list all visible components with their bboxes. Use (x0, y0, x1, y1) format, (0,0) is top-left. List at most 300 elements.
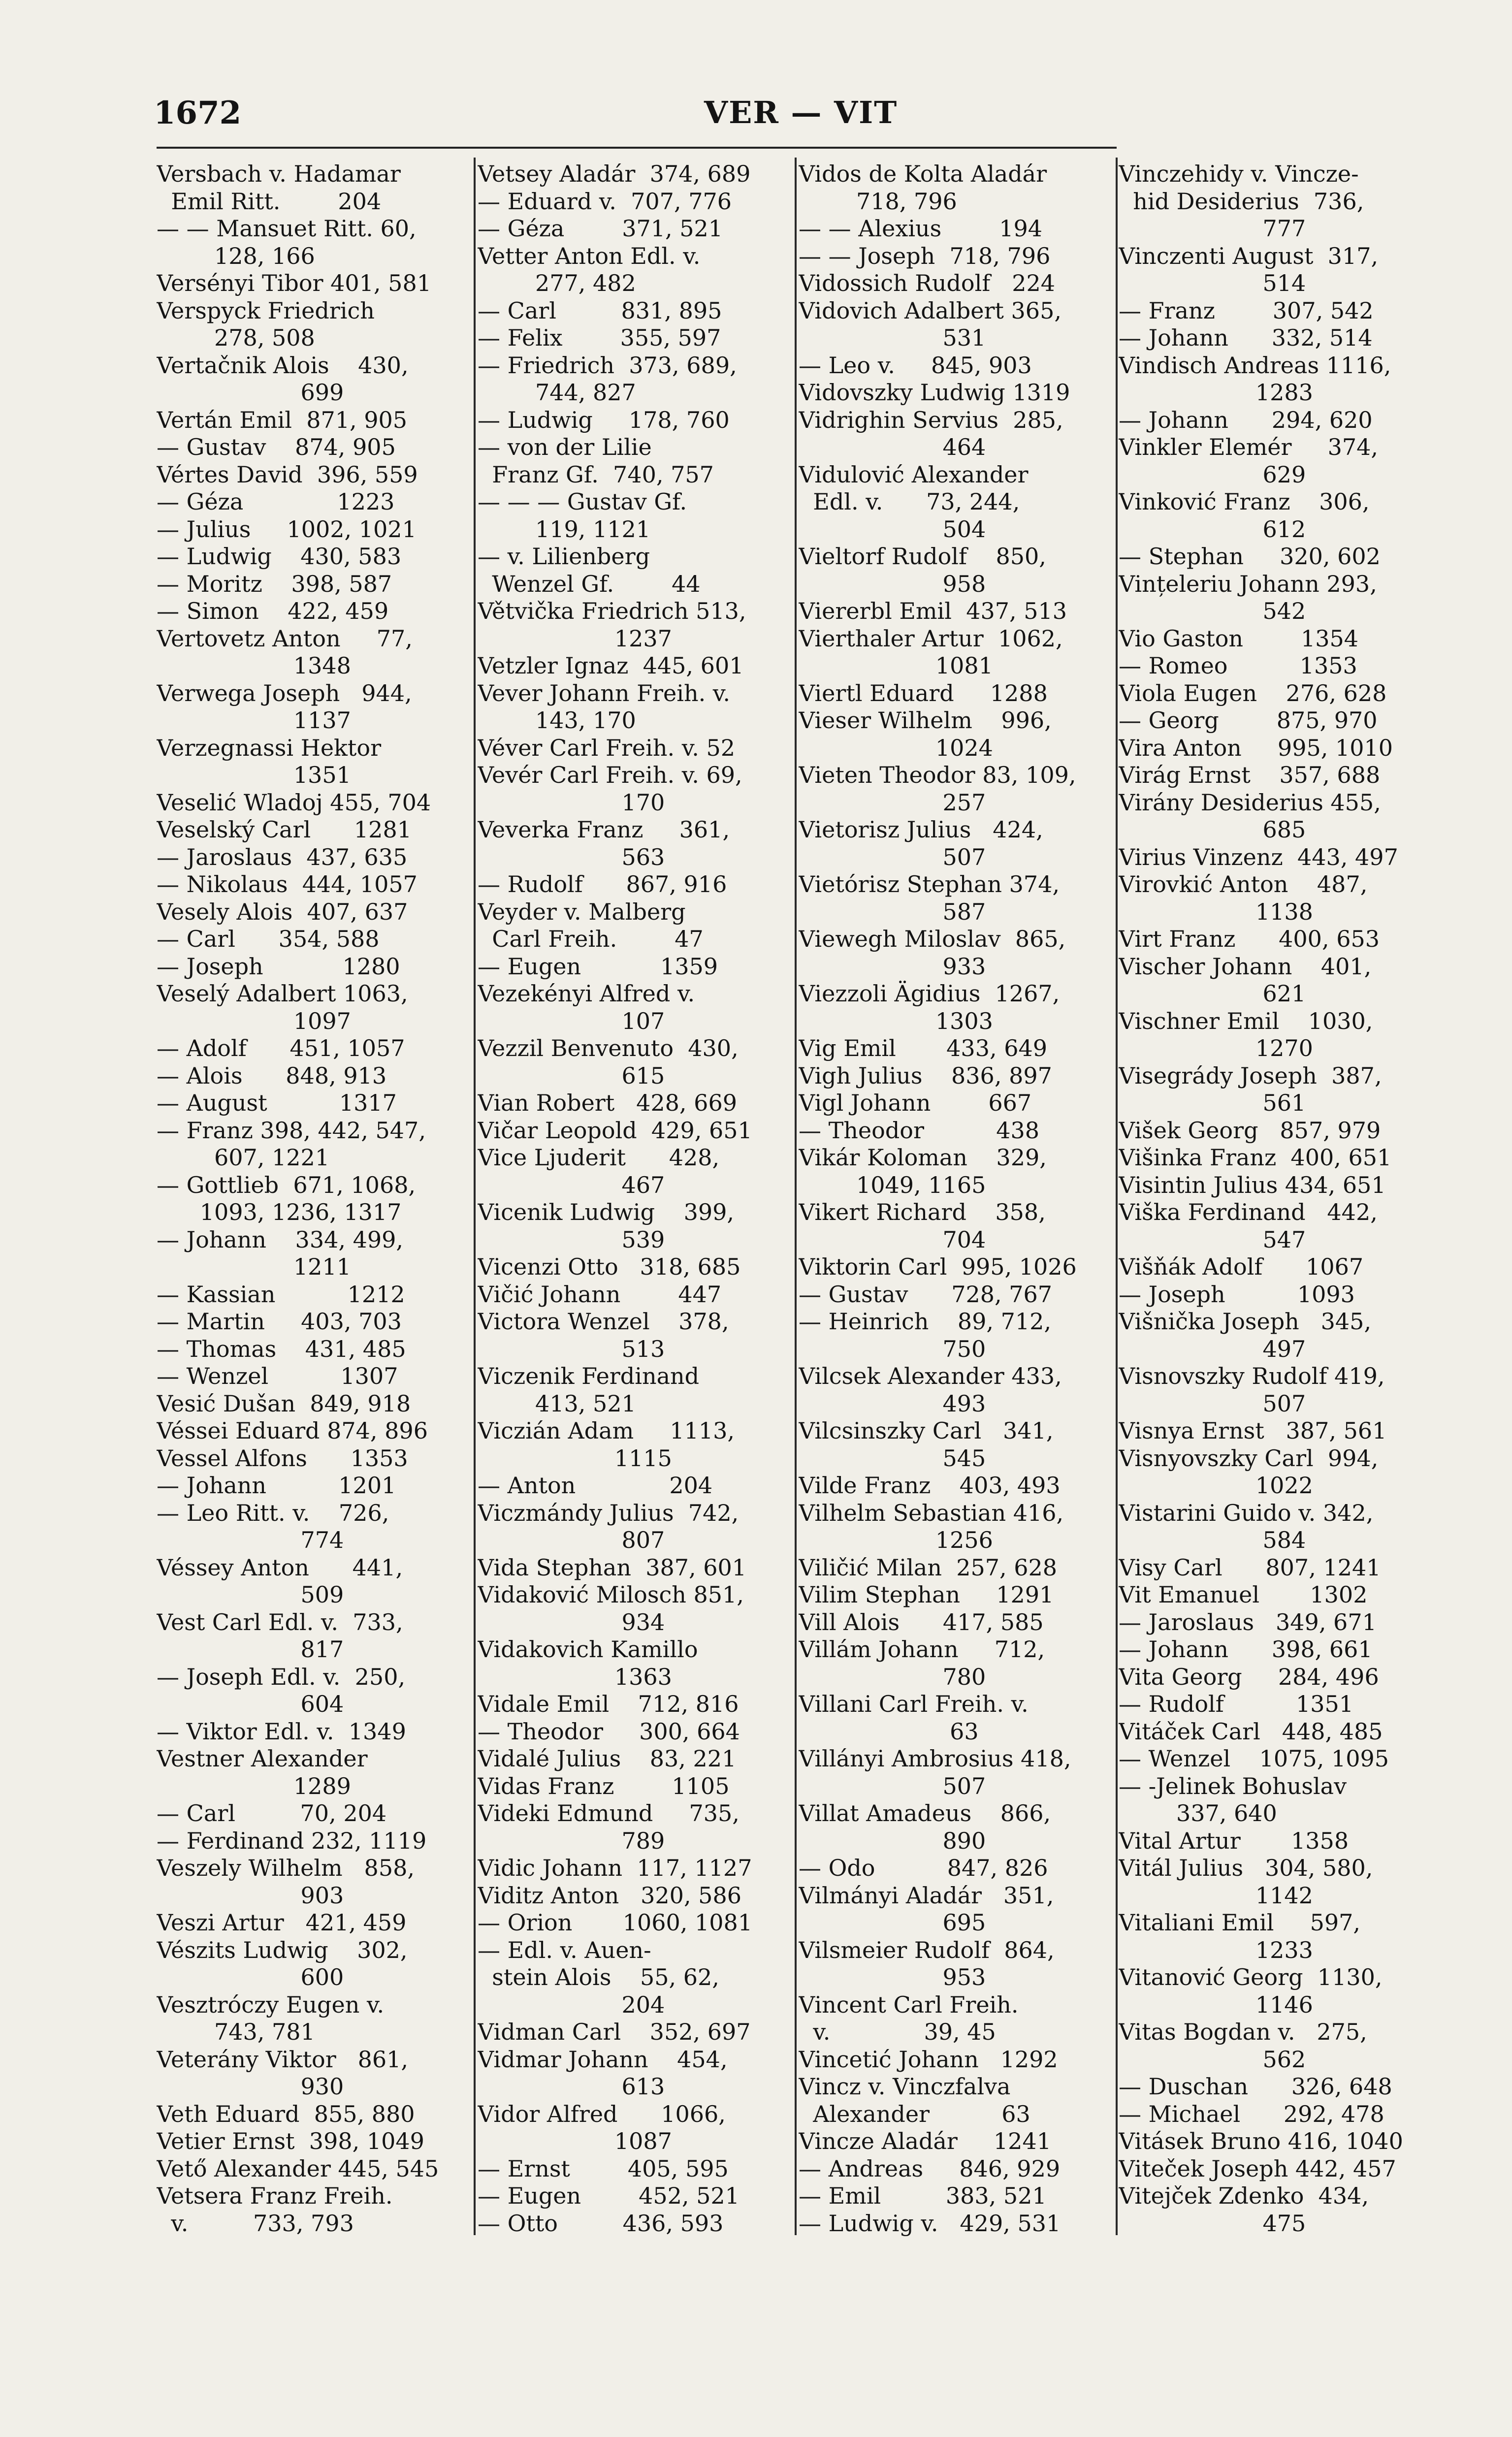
index-entry-line: — von der Lilie (478, 434, 652, 460)
index-entry-line: Véssey Anton 441, (157, 1554, 403, 1581)
index-entry-line: Vincetić Johann 1292 (799, 2046, 1058, 2073)
index-entry-line: 1093, 1236, 1317 (157, 1199, 402, 1225)
index-entry-line: 531 (799, 324, 986, 351)
index-entry-line: Vikert Richard 358, (799, 1199, 1046, 1225)
index-entry-line: stein Alois 55, 62, (478, 1964, 719, 1990)
index-entry-line: Vietorisz Julius 424, (799, 816, 1043, 843)
index-entry-line: 562 (1119, 2046, 1306, 2073)
index-entry-line: 600 (157, 1964, 344, 1990)
index-entry-line: 493 (799, 1390, 986, 1417)
index-entry-line: 507 (1119, 1390, 1306, 1417)
index-entry-line: Verwega Joseph 944, (157, 679, 412, 706)
index-entry-line: Vesztróczy Eugen v. (157, 1991, 385, 2018)
index-entry-line: — Odo 847, 826 (799, 1855, 1048, 1881)
index-entry-line: — Ludwig 430, 583 (157, 543, 402, 570)
page-number: 1672 (154, 95, 242, 131)
index-entry-line: 1137 (157, 707, 351, 734)
index-entry-line: — Theodor 300, 664 (478, 1718, 740, 1745)
index-entry-line: 504 (799, 515, 986, 543)
index-entry-line: Vieten Theodor 83, 109, (799, 762, 1076, 788)
index-entry-line: Vitanović Georg 1130, (1119, 1964, 1383, 1990)
index-entry-line: — Felix 355, 597 (478, 324, 721, 351)
index-entry-line: 744, 827 (478, 379, 636, 406)
index-entry-line: — Stephan 320, 602 (1119, 543, 1381, 570)
index-entry-line: Vigl Johann 667 (799, 1090, 1032, 1116)
index-entry-line: Vilcsinszky Carl 341, (799, 1417, 1054, 1444)
index-entry-line: 807 (478, 1527, 665, 1553)
index-entry-line: Vindisch Andreas 1116, (1119, 352, 1391, 379)
index-entry-line: 513 (478, 1335, 665, 1362)
index-entry-line: Vidic Johann 117, 1127 (478, 1855, 752, 1881)
index-entry-line: Vilde Franz 403, 493 (799, 1472, 1061, 1499)
column-1 (157, 160, 472, 2238)
index-entry-line: Vidor Alfred 1066, (478, 2100, 726, 2127)
index-entry-line: — — — Gustav Gf. (478, 488, 687, 515)
index-entry-line: — Wenzel 1075, 1095 (1119, 1745, 1389, 1772)
index-entry-line: — Johann 398, 661 (1119, 1636, 1373, 1663)
index-entry-line: — Michael 292, 478 (1119, 2100, 1384, 2127)
index-entry-line: 278, 508 (157, 324, 315, 351)
index-entry-line: Vilcsek Alexander 433, (799, 1363, 1062, 1389)
index-entry-line: Visnya Ernst 387, 561 (1119, 1417, 1387, 1444)
index-entry-line: Veszely Wilhelm 858, (157, 1855, 415, 1881)
index-entry-line: 1289 (157, 1772, 351, 1799)
index-entry-line: — Géza 1223 (157, 488, 395, 515)
index-entry-line: 1024 (799, 734, 993, 761)
index-entry-line: Vischner Emil 1030, (1119, 1007, 1373, 1034)
index-entry-line: 119, 1121 (478, 515, 651, 543)
index-entry-line: Vever Johann Freih. v. (478, 679, 730, 706)
index-entry-line: 789 (478, 1827, 665, 1854)
index-entry-line: — Johann 332, 514 (1119, 324, 1373, 351)
index-entry-line: 1270 (1119, 1035, 1313, 1061)
index-entry-line: 1087 (478, 2128, 672, 2154)
index-entry-line: 545 (799, 1444, 986, 1472)
index-entry-line: Vidman Carl 352, 697 (478, 2019, 751, 2045)
index-entry-line: Vertovetz Anton 77, (157, 625, 413, 652)
index-entry-line: Veyder v. Malberg (478, 898, 686, 925)
index-entry-line: 170 (478, 789, 665, 816)
index-entry-line: — Orion 1060, 1081 (478, 1909, 753, 1936)
index-entry-line: Veszi Artur 421, 459 (157, 1909, 407, 1936)
index-entry-line: Versbach v. Hadamar (157, 160, 401, 187)
index-entry-line: 958 (799, 570, 986, 597)
index-entry-line: 514 (1119, 270, 1306, 296)
index-entry-line: Virt Franz 400, 653 (1119, 926, 1380, 952)
index-entry-line: Vira Anton 995, 1010 (1119, 734, 1393, 761)
index-entry-line: Viczián Adam 1113, (478, 1417, 735, 1444)
index-entry-line: Vestner Alexander (157, 1745, 368, 1772)
index-entry-line: Višňák Adolf 1067 (1119, 1253, 1364, 1280)
index-entry-line: Veselić Wladoj 455, 704 (157, 789, 431, 816)
index-entry-line: Vilim Stephan 1291 (799, 1581, 1054, 1608)
index-entry-line: Vidakovich Kamillo (478, 1636, 698, 1663)
index-entry-line: Vinczehidy v. Vincze- (1119, 160, 1359, 187)
index-entry-line: 1081 (799, 652, 993, 679)
index-entry-line: 903 (157, 1882, 344, 1909)
index-entry-line: Vidas Franz 1105 (478, 1772, 730, 1799)
index-entry-line: — — Mansuet Ritt. 60, (157, 215, 417, 242)
index-entry-line: — Jaroslaus 437, 635 (157, 843, 408, 870)
index-entry-line: Villat Amadeus 866, (799, 1800, 1051, 1827)
index-entry-line: Vincze Aladár 1241 (799, 2128, 1051, 2154)
index-entry-line: 704 (799, 1226, 986, 1253)
index-entry-line: Vitaliani Emil 597, (1119, 1909, 1360, 1936)
index-entry-line: 1237 (478, 625, 672, 652)
index-entry-line: Veselý Adalbert 1063, (157, 980, 408, 1007)
index-entry-line: 563 (478, 843, 665, 870)
index-entry-line: — Joseph Edl. v. 250, (157, 1663, 406, 1690)
index-entry-line: Vitáček Carl 448, 485 (1119, 1718, 1383, 1745)
index-entry-line: — Joseph 1093 (1119, 1281, 1355, 1308)
index-entry-line: 475 (1119, 2210, 1306, 2237)
index-entry-line: 1022 (1119, 1472, 1313, 1499)
index-entry-line: Višinka Franz 400, 651 (1119, 1144, 1392, 1171)
index-entry-line: — Franz 307, 542 (1119, 297, 1374, 324)
index-entry-line: — Kassian 1212 (157, 1281, 405, 1308)
index-entry-line: Alexander 63 (799, 2100, 1030, 2127)
index-entry-line: — Ludwig 178, 760 (478, 406, 730, 433)
index-entry-line: Visegrády Joseph 387, (1119, 1062, 1382, 1089)
index-entry-line: Vetsera Franz Freih. (157, 2182, 393, 2209)
column-divider (1116, 158, 1118, 2235)
index-entry-line: Villani Carl Freih. v. (799, 1691, 1029, 1717)
index-entry-line: Vertačnik Alois 430, (157, 352, 409, 379)
index-entry-line: — Géza 371, 521 (478, 215, 723, 242)
index-entry-line: Vințeleriu Johann 293, (1119, 570, 1377, 597)
index-entry-line: Vidulović Alexander (799, 461, 1029, 488)
index-entry-line: 413, 521 (478, 1390, 636, 1417)
index-entry-line: — — Alexius 194 (799, 215, 1043, 242)
index-entry-line: 257 (799, 789, 986, 816)
index-entry-line: Vičar Leopold 429, 651 (478, 1117, 752, 1144)
column-4 (1119, 160, 1434, 2238)
index-entry-line: Vevér Carl Freih. v. 69, (478, 762, 742, 788)
index-entry-line: — Heinrich 89, 712, (799, 1308, 1052, 1335)
index-entry-line: Villányi Ambrosius 418, (799, 1745, 1071, 1772)
index-entry-line: Virág Ernst 357, 688 (1119, 762, 1381, 788)
index-entry-line: 612 (1119, 515, 1306, 543)
index-entry-line: — Gustav 874, 905 (157, 434, 396, 460)
index-entry-line: Villám Johann 712, (799, 1636, 1045, 1663)
index-entry-line: Vidos de Kolta Aladár (799, 160, 1047, 187)
index-entry-line: Vértes David 396, 559 (157, 461, 418, 488)
index-entry-line: — Moritz 398, 587 (157, 570, 392, 597)
index-entry-line: 934 (478, 1608, 665, 1635)
index-entry-line: 1049, 1165 (799, 1171, 986, 1198)
index-entry-line: — — Joseph 718, 796 (799, 242, 1051, 269)
index-entry-line: — Johann 334, 499, (157, 1226, 404, 1253)
index-entry-line: 337, 640 (1119, 1800, 1277, 1827)
index-entry-line: 63 (799, 1718, 979, 1745)
index-entry-line: Visnovszky Rudolf 419, (1119, 1363, 1385, 1389)
index-entry-line: — Rudolf 867, 916 (478, 871, 727, 898)
index-entry-line: Vikár Koloman 329, (799, 1144, 1047, 1171)
index-entry-line: 107 (478, 1007, 665, 1034)
index-entry-line: Versényi Tibor 401, 581 (157, 270, 431, 296)
index-entry-line: — Leo Ritt. v. 726, (157, 1499, 389, 1526)
index-entry-line: — Julius 1002, 1021 (157, 515, 417, 543)
index-entry-line: 507 (799, 1772, 986, 1799)
column-divider (474, 158, 476, 2235)
index-entry-line: 584 (1119, 1527, 1306, 1553)
index-entry-line: Vinczenti August 317, (1119, 242, 1379, 269)
index-entry-line: Virovkić Anton 487, (1119, 871, 1368, 898)
index-entry-line: Viličić Milan 257, 628 (799, 1554, 1058, 1581)
index-entry-line: Vig Emil 433, 649 (799, 1035, 1048, 1061)
index-entry-line: Vertán Emil 871, 905 (157, 406, 408, 433)
index-entry-line: 464 (799, 434, 986, 460)
column-2 (478, 160, 793, 2238)
index-entry-line: Franz Gf. 740, 757 (478, 461, 714, 488)
index-entry-line: — Johann 294, 620 (1119, 406, 1373, 433)
index-entry-line: 695 (799, 1909, 986, 1936)
index-entry-line: Vezekényi Alfred v. (478, 980, 695, 1007)
index-entry-line: 1348 (157, 652, 351, 679)
index-entry-line: Veverka Franz 361, (478, 816, 730, 843)
running-head: VER — VIT (704, 95, 898, 130)
index-entry-line: Vilmányi Aladár 351, (799, 1882, 1054, 1909)
index-entry-line: — Leo v. 845, 903 (799, 352, 1032, 379)
index-entry-line: — Thomas 431, 485 (157, 1335, 406, 1362)
index-entry-line: — Gustav 728, 767 (799, 1281, 1053, 1308)
index-entry-line: Viczmándy Julius 742, (478, 1499, 739, 1526)
index-entry-line: 507 (799, 843, 986, 870)
index-entry-line: — Carl 831, 895 (478, 297, 722, 324)
index-entry-line: Viczenik Ferdinand (478, 1363, 700, 1389)
index-entry-line: Viezzoli Ägidius 1267, (799, 980, 1060, 1007)
index-entry-line: Verzegnassi Hektor (157, 734, 382, 761)
index-entry-line: Vio Gaston 1354 (1119, 625, 1359, 652)
index-entry-line: — Duschan 326, 648 (1119, 2073, 1392, 2100)
index-entry-line: Véssei Eduard 874, 896 (157, 1417, 428, 1444)
index-entry-line: 777 (1119, 215, 1306, 242)
index-entry-line: 1115 (478, 1444, 672, 1472)
index-entry-line: 542 (1119, 598, 1306, 624)
index-entry-line: Viewegh Miloslav 865, (799, 926, 1066, 952)
index-entry-line: 497 (1119, 1335, 1306, 1362)
index-entry-line: — Eugen 1359 (478, 953, 718, 980)
index-entry-line: 930 (157, 2073, 344, 2100)
index-entry-line: Vit Emanuel 1302 (1119, 1581, 1368, 1608)
index-entry-line: 1256 (799, 1527, 993, 1553)
index-entry-line: v. 39, 45 (799, 2019, 996, 2045)
index-entry-line: Viteček Joseph 442, 457 (1119, 2155, 1396, 2182)
index-entry-line: Edl. v. 73, 244, (799, 488, 1020, 515)
index-entry-line: Veselský Carl 1281 (157, 816, 412, 843)
index-entry-line: Viditz Anton 320, 586 (478, 1882, 741, 1909)
index-entry-line: — Eugen 452, 521 (478, 2182, 740, 2209)
index-entry-line: — Johann 1201 (157, 1472, 396, 1499)
index-entry-line: 1363 (478, 1663, 672, 1690)
index-entry-line: Viola Eugen 276, 628 (1119, 679, 1387, 706)
index-entry-line: — Viktor Edl. v. 1349 (157, 1718, 406, 1745)
index-entry-line: Vidossich Rudolf 224 (799, 270, 1056, 296)
index-entry-line: Vian Robert 428, 669 (478, 1090, 737, 1116)
index-entry-line: Vierthaler Artur 1062, (799, 625, 1063, 652)
index-entry-line: 1142 (1119, 1882, 1313, 1909)
index-entry-line: Vicenzi Otto 318, 685 (478, 1253, 741, 1280)
column-3 (799, 160, 1114, 2238)
index-entry-line: — Georg 875, 970 (1119, 707, 1378, 734)
index-entry-line: Vest Carl Edl. v. 733, (157, 1608, 403, 1635)
index-entry-line: 1283 (1119, 379, 1313, 406)
index-entry-line: 699 (157, 379, 344, 406)
index-entry-line: 953 (799, 1964, 986, 1990)
index-entry-line: Vice Ljuderit 428, (478, 1144, 720, 1171)
index-entry-line: — Edl. v. Auen- (478, 1936, 651, 1963)
index-entry-line: 1097 (157, 1007, 351, 1034)
index-entry-line: — Franz 398, 442, 547, (157, 1117, 426, 1144)
index-entry-line: Virány Desiderius 455, (1119, 789, 1381, 816)
index-entry-line: Vidovszky Ludwig 1319 (799, 379, 1070, 406)
index-entry-line: Visnyovszky Carl 994, (1119, 1444, 1379, 1472)
index-entry-line: Virius Vinzenz 443, 497 (1119, 843, 1398, 870)
index-entry-line: Vitejček Zdenko 434, (1119, 2182, 1369, 2209)
index-entry-line: Vischer Johann 401, (1119, 953, 1372, 980)
index-entry-line: — v. Lilienberg (478, 543, 650, 570)
index-entry-line: Vessel Alfons 1353 (157, 1444, 408, 1472)
index-entry-line: Viererbl Emil 437, 513 (799, 598, 1067, 624)
index-entry-line: Vieser Wilhelm 996, (799, 707, 1052, 734)
index-entry-line: 604 (157, 1691, 344, 1717)
index-entry-line: 547 (1119, 1226, 1306, 1253)
index-entry-line: 780 (799, 1663, 986, 1690)
index-entry-line: Višnička Joseph 345, (1119, 1308, 1372, 1335)
index-entry-line: 685 (1119, 816, 1306, 843)
index-entry-line: Vetter Anton Edl. v. (478, 242, 701, 269)
index-entry-line: Vetzler Ignaz 445, 601 (478, 652, 744, 679)
index-entry-line: Visy Carl 807, 1241 (1119, 1554, 1381, 1581)
index-entry-line: — Gottlieb 671, 1068, (157, 1171, 416, 1198)
index-entry-line: Veterány Viktor 861, (157, 2046, 409, 2073)
index-entry-line: Vida Stephan 387, 601 (478, 1554, 747, 1581)
index-entry-line: 1303 (799, 1007, 993, 1034)
index-entry-line: Wenzel Gf. 44 (478, 570, 701, 597)
index-entry-line: Vető Alexander 445, 545 (157, 2155, 439, 2182)
index-entry-line: 629 (1119, 461, 1306, 488)
index-entry-line: — Jaroslaus 349, 671 (1119, 1608, 1377, 1635)
index-entry-line: 750 (799, 1335, 986, 1362)
index-entry-line: Vitál Julius 304, 580, (1119, 1855, 1373, 1881)
index-entry-line: Vilhelm Sebastian 416, (799, 1499, 1064, 1526)
index-entry-line: Videki Edmund 735, (478, 1800, 740, 1827)
index-entry-line: — Carl 354, 588 (157, 926, 380, 952)
index-entry-line: Vetsey Aladár 374, 689 (478, 160, 751, 187)
index-entry-line: 143, 170 (478, 707, 636, 734)
index-entry-line: 1146 (1119, 1991, 1313, 2018)
index-entry-line: 1351 (157, 762, 351, 788)
index-entry-line: 204 (478, 1991, 665, 2018)
index-entry-line: Vicenik Ludwig 399, (478, 1199, 735, 1225)
index-entry-line: Vistarini Guido v. 342, (1119, 1499, 1374, 1526)
index-entry-line: Vesely Alois 407, 637 (157, 898, 408, 925)
index-entry-line: Vidalé Julius 83, 221 (478, 1745, 737, 1772)
index-entry-line: 587 (799, 898, 986, 925)
index-entry-line: Vidmar Johann 454, (478, 2046, 728, 2073)
index-entry-line: 1233 (1119, 1936, 1313, 1963)
index-entry-line: Višek Georg 857, 979 (1119, 1117, 1381, 1144)
index-entry-line: Vesić Dušan 849, 918 (157, 1390, 411, 1417)
index-entry-line: Vigh Julius 836, 897 (799, 1062, 1052, 1089)
index-entry-line: Verspyck Friedrich (157, 297, 375, 324)
index-entry-line: 718, 796 (799, 188, 957, 215)
index-entry-line: Vičić Johann 447 (478, 1281, 722, 1308)
index-entry-line: Větvička Friedrich 513, (478, 598, 746, 624)
index-entry-line: 817 (157, 1636, 344, 1663)
index-entry-line: 607, 1221 (157, 1144, 330, 1171)
index-entry-line: — Ludwig v. 429, 531 (799, 2210, 1061, 2237)
index-entry-line: — Rudolf 1351 (1119, 1691, 1354, 1717)
index-entry-line: — Simon 422, 459 (157, 598, 389, 624)
index-entry-line: Vinkler Elemér 374, (1119, 434, 1379, 460)
index-entry-line: — Otto 436, 593 (478, 2210, 724, 2237)
index-entry-line: Viktorin Carl 995, 1026 (799, 1253, 1077, 1280)
index-entry-line: Vilsmeier Rudolf 864, (799, 1936, 1055, 1963)
index-entry-line: 539 (478, 1226, 665, 1253)
index-entry-line: Vitas Bogdan v. 275, (1119, 2019, 1367, 2045)
index-entry-line: — Carl 70, 204 (157, 1800, 387, 1827)
index-entry-line: — Wenzel 1307 (157, 1363, 398, 1389)
index-entry-line: Vietórisz Stephan 374, (799, 871, 1060, 898)
index-entry-line: Vinković Franz 306, (1119, 488, 1370, 515)
header-rule (157, 147, 1117, 149)
index-entry-line: Vidovich Adalbert 365, (799, 297, 1062, 324)
index-entry-line: Vill Alois 417, 585 (799, 1608, 1044, 1635)
index-entry-line: — Martin 403, 703 (157, 1308, 402, 1335)
index-entry-line: Vidaković Milosch 851, (478, 1581, 744, 1608)
index-entry-line: 774 (157, 1527, 344, 1553)
index-entry-line: Victora Wenzel 378, (478, 1308, 729, 1335)
index-entry-line: 933 (799, 953, 986, 980)
index-entry-line: — Nikolaus 444, 1057 (157, 871, 418, 898)
index-entry-line: 615 (478, 1062, 665, 1089)
index-entry-line: 613 (478, 2073, 665, 2100)
index-entry-line: Vita Georg 284, 496 (1119, 1663, 1379, 1690)
column-divider (795, 158, 797, 2235)
index-entry-line: 1211 (157, 1253, 351, 1280)
index-entry-line: Vidale Emil 712, 816 (478, 1691, 739, 1717)
index-entry-line: Vidrighin Servius 285, (799, 406, 1063, 433)
index-entry-line: Vezzil Benvenuto 430, (478, 1035, 739, 1061)
index-entry-line: 561 (1119, 1090, 1306, 1116)
index-entry-line: Vincent Carl Freih. (799, 1991, 1019, 2018)
index-entry-line: — Friedrich 373, 689, (478, 352, 737, 379)
index-entry-line: — Adolf 451, 1057 (157, 1035, 405, 1061)
index-entry-line: hid Desiderius 736, (1119, 188, 1364, 215)
index-entry-line: — Ferdinand 232, 1119 (157, 1827, 427, 1854)
index-entry-line: 128, 166 (157, 242, 315, 269)
index-entry-line: 621 (1119, 980, 1306, 1007)
index-entry-line: — Joseph 1280 (157, 953, 400, 980)
index-entry-line: Vital Artur 1358 (1119, 1827, 1349, 1854)
index-entry-line: Visintin Julius 434, 651 (1119, 1171, 1386, 1198)
index-entry-line: Veth Eduard 855, 880 (157, 2100, 415, 2127)
index-entry-line: Vitásek Bruno 416, 1040 (1119, 2128, 1403, 2154)
index-entry-line: — Alois 848, 913 (157, 1062, 387, 1089)
index-entry-line: — Romeo 1353 (1119, 652, 1357, 679)
index-entry-line: — Emil 383, 521 (799, 2182, 1047, 2209)
index-entry-line: Vincz v. Vinczfalva (799, 2073, 1011, 2100)
index-entry-line: 1138 (1119, 898, 1313, 925)
index-entry-line: 509 (157, 1581, 344, 1608)
index-entry-line: — -Jelinek Bohuslav (1119, 1772, 1347, 1799)
index-entry-line: v. 733, 793 (157, 2210, 354, 2237)
index-entry-line: 467 (478, 1171, 665, 1198)
index-entry-line: Vieltorf Rudolf 850, (799, 543, 1046, 570)
index-entry-line: — Ernst 405, 595 (478, 2155, 729, 2182)
index-entry-line: 743, 781 (157, 2019, 315, 2045)
